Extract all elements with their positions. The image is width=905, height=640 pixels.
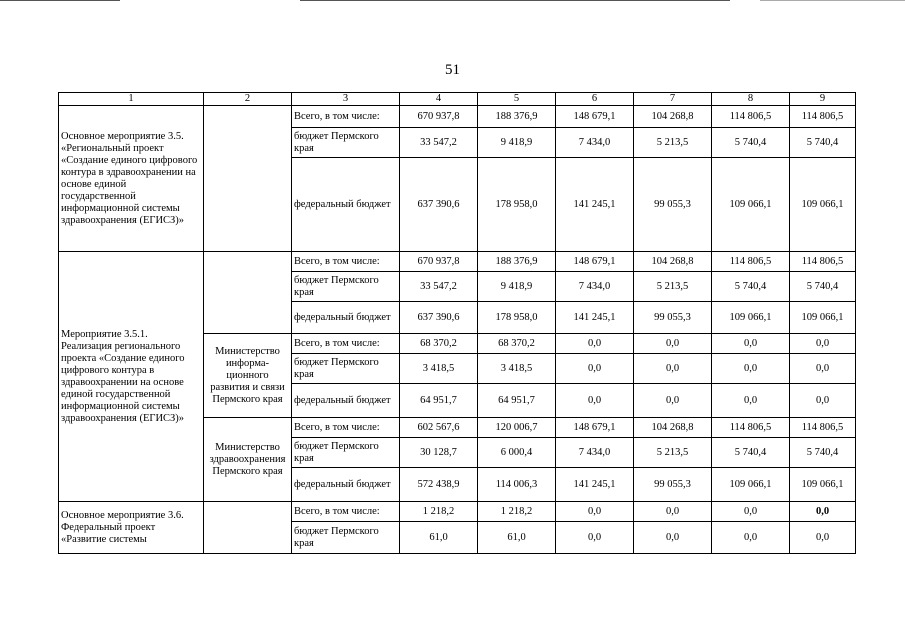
value-cell: 9 418,9	[478, 272, 556, 302]
value-cell: 0,0	[790, 334, 856, 354]
source-federal: федеральный бюджет	[292, 158, 400, 252]
source-federal: федеральный бюджет	[292, 468, 400, 502]
responsible-ministry-health: Министерство здравоохранения Пермского края	[204, 418, 292, 502]
value-cell: 114 806,5	[790, 418, 856, 438]
budget-table	[58, 92, 856, 554]
value-cell: 109 066,1	[790, 468, 856, 502]
value-cell: 141 245,1	[556, 468, 634, 502]
value-cell: 109 066,1	[790, 158, 856, 252]
value-cell: 64 951,7	[400, 384, 478, 418]
source-total: Всего, в том числе:	[292, 106, 400, 128]
header-cell: 4	[400, 93, 478, 106]
value-cell: 637 390,6	[400, 158, 478, 252]
table-row	[59, 502, 856, 522]
value-cell: 114 806,5	[790, 106, 856, 128]
column-number-row	[59, 93, 856, 106]
value-cell: 0,0	[712, 334, 790, 354]
source-regional: бюджет Пермского края	[292, 272, 400, 302]
value-cell: 64 951,7	[478, 384, 556, 418]
header-cell: 7	[634, 93, 712, 106]
value-cell: 33 547,2	[400, 272, 478, 302]
activity-3-5-name: Основное мероприятие 3.5. «Региональный проект «Создание единого цифрового контура в здравоохранении на основе единой государственной информационной системы здравоохранения (ЕГИСЗ)»	[59, 106, 204, 252]
value-cell: 99 055,3	[634, 158, 712, 252]
responsible-cell	[204, 252, 292, 334]
header-cell: 1	[59, 93, 204, 106]
value-cell: 637 390,6	[400, 302, 478, 334]
value-cell: 109 066,1	[712, 302, 790, 334]
value-cell: 114 806,5	[712, 418, 790, 438]
source-total: Всего, в том числе:	[292, 502, 400, 522]
responsible-cell	[204, 106, 292, 252]
value-cell: 7 434,0	[556, 438, 634, 468]
header-cell: 8	[712, 93, 790, 106]
value-cell: 0,0	[712, 384, 790, 418]
value-cell: 114 006,3	[478, 468, 556, 502]
value-cell: 670 937,8	[400, 106, 478, 128]
value-cell: 178 958,0	[478, 158, 556, 252]
value-cell: 5 740,4	[712, 128, 790, 158]
header-cell: 9	[790, 93, 856, 106]
value-cell: 30 128,7	[400, 438, 478, 468]
value-cell: 109 066,1	[712, 158, 790, 252]
page-number: 51	[445, 62, 460, 78]
value-cell: 1 218,2	[478, 502, 556, 522]
value-cell: 188 376,9	[478, 106, 556, 128]
value-cell: 61,0	[478, 522, 556, 554]
header-cell: 5	[478, 93, 556, 106]
value-cell: 670 937,8	[400, 252, 478, 272]
source-total: Всего, в том числе:	[292, 334, 400, 354]
value-cell: 188 376,9	[478, 252, 556, 272]
value-cell: 0,0	[712, 502, 790, 522]
value-cell: 3 418,5	[400, 354, 478, 384]
value-cell: 5 740,4	[790, 272, 856, 302]
value-cell: 33 547,2	[400, 128, 478, 158]
value-cell: 141 245,1	[556, 302, 634, 334]
value-cell: 0,0	[556, 334, 634, 354]
value-cell: 5 740,4	[712, 272, 790, 302]
source-regional: бюджет Пермского края	[292, 522, 400, 554]
value-cell: 5 213,5	[634, 128, 712, 158]
source-federal: федеральный бюджет	[292, 302, 400, 334]
table-row	[59, 252, 856, 272]
source-regional: бюджет Пермского края	[292, 354, 400, 384]
value-cell: 6 000,4	[478, 438, 556, 468]
value-cell: 99 055,3	[634, 302, 712, 334]
value-cell: 0,0	[556, 354, 634, 384]
value-cell: 0,0	[634, 354, 712, 384]
value-cell: 114 806,5	[790, 252, 856, 272]
value-cell: 0,0	[556, 522, 634, 554]
value-cell: 0,0	[790, 502, 856, 522]
source-total: Всего, в том числе:	[292, 252, 400, 272]
value-cell: 104 268,8	[634, 418, 712, 438]
header-cell: 6	[556, 93, 634, 106]
value-cell: 0,0	[790, 354, 856, 384]
value-cell: 61,0	[400, 522, 478, 554]
source-regional: бюджет Пермского края	[292, 438, 400, 468]
value-cell: 104 268,8	[634, 252, 712, 272]
value-cell: 120 006,7	[478, 418, 556, 438]
value-cell: 0,0	[634, 522, 712, 554]
value-cell: 7 434,0	[556, 128, 634, 158]
value-cell: 109 066,1	[712, 468, 790, 502]
scan-edge-right	[760, 0, 905, 1]
source-total: Всего, в том числе:	[292, 418, 400, 438]
value-cell: 0,0	[634, 384, 712, 418]
value-cell: 148 679,1	[556, 106, 634, 128]
value-cell: 0,0	[790, 384, 856, 418]
source-regional: бюджет Пермского края	[292, 128, 400, 158]
value-cell: 572 438,9	[400, 468, 478, 502]
value-cell: 68 370,2	[400, 334, 478, 354]
activity-3-5-1-name: Мероприятие 3.5.1. Реализация регионального проекта «Создание единого цифрового контура в здравоохранении на основе единой государственной информационной системы здравоохранения (ЕГИСЗ)»	[59, 252, 204, 502]
value-cell: 109 066,1	[790, 302, 856, 334]
value-cell: 5 740,4	[790, 438, 856, 468]
value-cell: 114 806,5	[712, 252, 790, 272]
value-cell: 9 418,9	[478, 128, 556, 158]
value-cell: 0,0	[790, 522, 856, 554]
value-cell: 0,0	[634, 502, 712, 522]
header-cell: 3	[292, 93, 400, 106]
value-cell: 602 567,6	[400, 418, 478, 438]
table-row	[59, 106, 856, 128]
value-cell: 7 434,0	[556, 272, 634, 302]
value-cell: 104 268,8	[634, 106, 712, 128]
value-cell: 5 213,5	[634, 438, 712, 468]
value-cell: 5 213,5	[634, 272, 712, 302]
header-cell: 2	[204, 93, 292, 106]
value-cell: 0,0	[712, 354, 790, 384]
scan-edge-center	[300, 0, 730, 1]
value-cell: 0,0	[556, 384, 634, 418]
value-cell: 148 679,1	[556, 418, 634, 438]
value-cell: 1 218,2	[400, 502, 478, 522]
value-cell: 68 370,2	[478, 334, 556, 354]
value-cell: 3 418,5	[478, 354, 556, 384]
scan-edge-left	[0, 0, 120, 1]
value-cell: 99 055,3	[634, 468, 712, 502]
value-cell: 114 806,5	[712, 106, 790, 128]
responsible-cell	[204, 502, 292, 554]
value-cell: 148 679,1	[556, 252, 634, 272]
source-federal: федеральный бюджет	[292, 384, 400, 418]
value-cell: 0,0	[556, 502, 634, 522]
value-cell: 178 958,0	[478, 302, 556, 334]
value-cell: 5 740,4	[712, 438, 790, 468]
value-cell: 5 740,4	[790, 128, 856, 158]
value-cell: 0,0	[634, 334, 712, 354]
activity-3-6-name: Основное мероприятие 3.6. Федеральный проект «Развитие системы	[59, 502, 204, 554]
responsible-ministry-informatization: Министерство информа-ционного развития и связи Пермского края	[204, 334, 292, 418]
value-cell: 141 245,1	[556, 158, 634, 252]
value-cell: 0,0	[712, 522, 790, 554]
